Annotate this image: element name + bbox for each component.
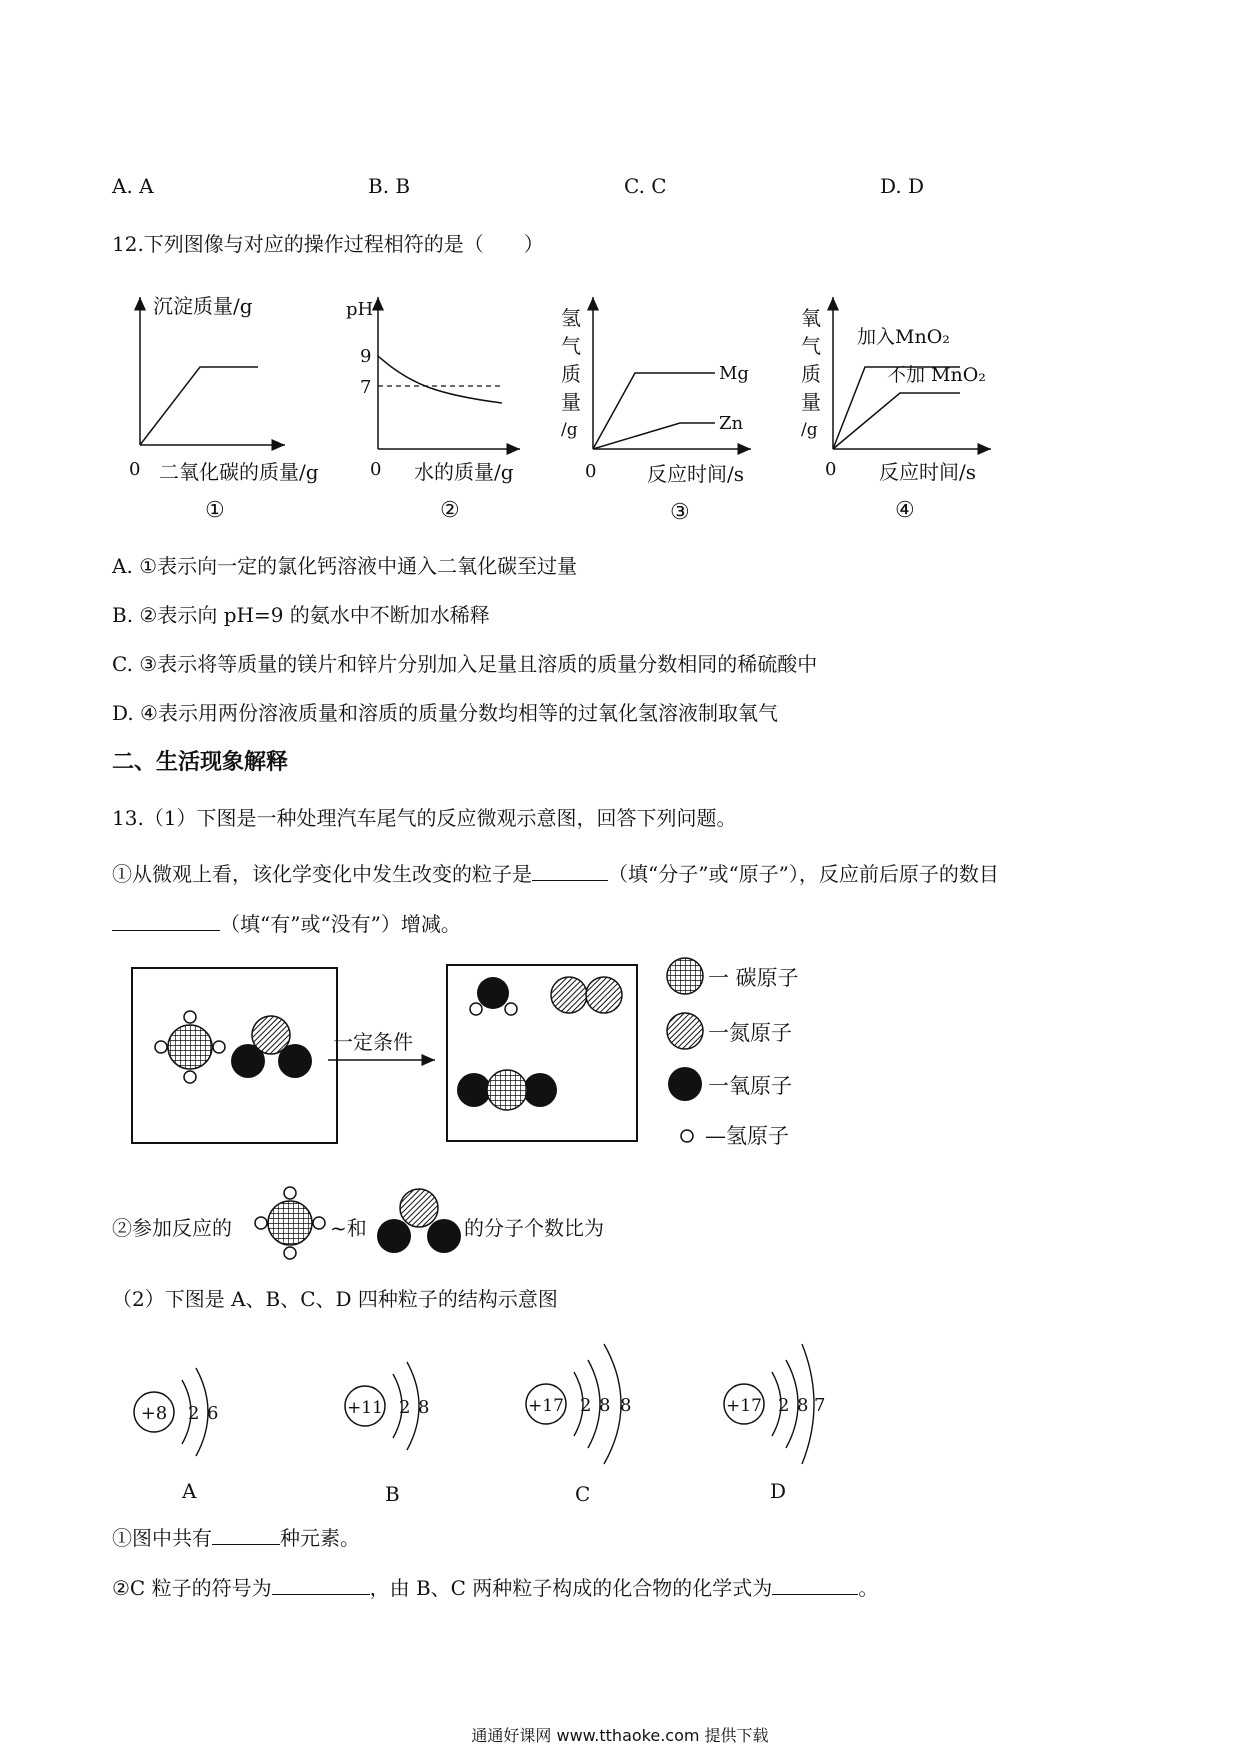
question-13-q4 [112,1572,878,1601]
atom-c-shell-3: 8 [620,1395,632,1416]
section-2-heading: 二、生活现象解释 [112,749,289,775]
inline-methane-icon [248,1183,338,1263]
q1-text-b: （填“分子”或“原子”），反应前后原子的数目 [608,862,999,886]
atom-c [526,1344,631,1506]
atom-c-shell-1: 2 [580,1395,592,1416]
option-a: A. A [112,174,154,198]
n2-molecule [551,977,622,1013]
graph-3-series-zn: Zn [719,413,744,434]
answer-blank-5[interactable] [772,1576,858,1595]
nitrogen-atom [252,1016,290,1054]
co2-molecule [457,1070,557,1110]
graph-4-ylabel-3: 质 [801,362,821,386]
graph-1-xlabel: 二氧化碳的质量/g [159,460,319,484]
graph-4-origin: 0 [825,459,837,480]
q3-text-b: 种元素。 [280,1526,360,1550]
atom-b-label: B [385,1482,400,1506]
graph-2-origin: 0 [370,459,382,480]
legend-oxygen-icon [668,1067,702,1101]
q12-option-d: D. ④表示用两份溶液质量和溶质的质量分数均相等的过氧化氢溶液制取氧气 [112,701,778,725]
atom-d-nucleus: +17 [726,1396,762,1416]
q1-text-a: ①从微观上看，该化学变化中发生改变的粒子是 [112,862,532,886]
legend-carbon-icon [667,958,703,994]
atom-b-shell-1: 2 [399,1397,411,1418]
graph-3-ylabel-5: /g [561,420,578,440]
graph-3-ylabel-1: 氢 [561,306,581,330]
graph-1 [115,285,345,525]
legend-hydrogen-icon [681,1130,693,1142]
question-13-q1-line1 [112,858,999,887]
graph-3 [555,285,765,525]
legend-nitrogen: 一氮原子 [708,1021,792,1045]
atom-a-shell-2: 6 [207,1403,219,1424]
option-c: C. C [624,174,667,198]
graph-4 [795,285,1015,525]
atom-a-label: A [182,1479,197,1503]
atom-c-nucleus: +17 [528,1396,564,1416]
graph-2 [340,285,540,525]
question-12-stem: 12.下列图像与对应的操作过程相符的是（ ） [112,232,544,256]
graph-4-ylabel-1: 氧 [801,306,821,330]
q2-text-a: ②参加反应的 [112,1216,232,1240]
graph-3-ylabel-4: 量 [561,390,581,414]
legend-carbon: 一 碳原子 [708,966,799,990]
atom-legend [667,958,799,1148]
question-13-q1-line2 [112,908,461,937]
arrow-label: 一定条件 [333,1030,413,1054]
atom-d-label: D [770,1479,787,1503]
graph-2-ylabel: pH [346,299,374,320]
graph-1-ylabel: 沉淀质量/g [153,294,253,318]
legend-oxygen: 一氧原子 [708,1074,792,1098]
inline-no2-icon [372,1180,472,1260]
question-13-q3 [112,1522,360,1551]
answer-blank-1[interactable] [532,862,608,881]
atom-d [724,1344,825,1503]
graph-3-caption: ③ [670,500,690,525]
answer-blank-3[interactable] [212,1526,280,1545]
atom-a [134,1368,218,1503]
q2-text-c: 的分子个数比为 [464,1216,604,1240]
graph-3-ylabel-3: 质 [561,362,581,386]
water-molecule [470,977,517,1015]
q2-text-b: ~和 [330,1216,367,1240]
page-footer: 通通好课网 www.tthaoke.com 提供下载 [471,1726,769,1745]
graph-4-ylabel-4: 量 [801,390,821,414]
answer-blank-4[interactable] [272,1576,370,1595]
graph-4-series-with-mno2: 加入MnO₂ [857,326,950,348]
q12-option-b: B. ②表示向 pH=9 的氨水中不断加水稀释 [112,603,490,627]
atom-d-shell-2: 8 [797,1395,809,1416]
graph-3-ylabel-2: 气 [561,334,581,358]
q4-text-b: ，由 B、C 两种粒子构成的化合物的化学式为 [369,1576,773,1600]
graph-2-xlabel: 水的质量/g [414,460,514,484]
answer-blank-2[interactable] [112,912,220,931]
graph-4-ylabel-2: 气 [801,334,821,358]
graph-2-tick-9: 9 [360,346,372,367]
graph-3-series-mg: Mg [719,363,749,384]
q12-option-c: C. ③表示将等质量的镁片和锌片分别加入足量且溶质的质量分数相同的稀硫酸中 [112,652,818,676]
legend-hydrogen: —氢原子 [705,1124,789,1148]
option-d: D. D [880,174,925,198]
graph-2-tick-7: 7 [360,377,372,398]
q1-text-c: （填“有”或“没有”）增减。 [220,912,461,936]
graph-4-series-without-mno2: 不加 MnO₂ [887,364,986,386]
reaction-diagram [125,955,925,1155]
option-b: B. B [368,174,411,198]
question-13-part1-stem: 13.（1）下图是一种处理汽车尾气的反应微观示意图，回答下列问题。 [112,806,737,830]
atom-b-nucleus: +11 [347,1398,383,1418]
atom-d-shell-3: 7 [814,1395,826,1416]
q12-option-a: A. ①表示向一定的氯化钙溶液中通入二氧化碳至过量 [112,554,578,578]
q4-text-c: 。 [858,1576,879,1600]
q4-text-a: ②C 粒子的符号为 [112,1576,272,1600]
atom-b [345,1362,429,1506]
atom-a-nucleus: +8 [140,1403,168,1424]
atom-c-label: C [575,1482,591,1506]
atom-b-shell-2: 8 [418,1397,430,1418]
atom-d-shell-1: 2 [778,1395,790,1416]
methane-molecule [155,1011,225,1083]
question-13-part2-stem: （2）下图是 A、B、C、D 四种粒子的结构示意图 [112,1287,558,1311]
graph-1-caption: ① [205,498,225,523]
atom-a-shell-1: 2 [188,1403,200,1424]
legend-nitrogen-icon [667,1013,703,1049]
graph-1-origin: 0 [129,459,141,480]
graph-4-xlabel: 反应时间/s [879,460,977,484]
no2-molecule [231,1016,312,1078]
graph-3-xlabel: 反应时间/s [647,462,745,486]
graph-4-ylabel-5: /g [801,420,818,440]
atom-c-shell-2: 8 [599,1395,611,1416]
graph-2-caption: ② [440,498,460,523]
carbon-atom [168,1025,212,1069]
graph-4-caption: ④ [895,498,915,523]
q3-text-a: ①图中共有 [112,1526,212,1550]
graph-3-origin: 0 [585,461,597,482]
atom-structure-diagrams [110,1320,830,1520]
